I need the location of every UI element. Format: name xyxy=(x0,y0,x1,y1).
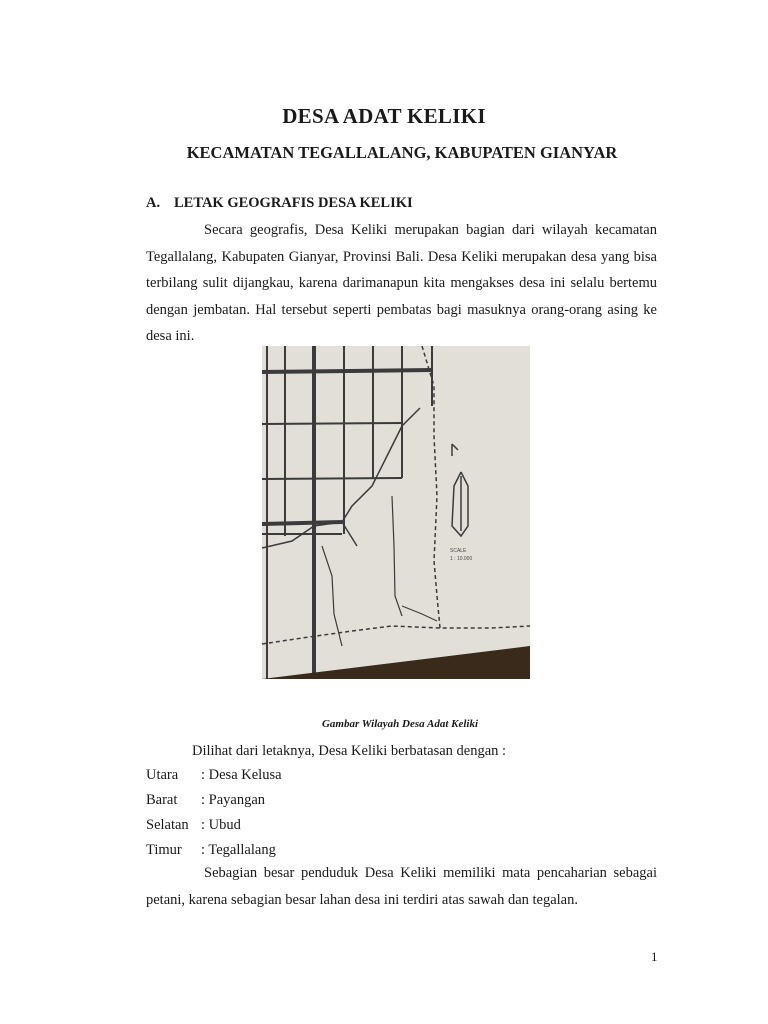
border-row-west xyxy=(146,788,282,813)
border-direction: Timur xyxy=(146,842,182,858)
border-row-south xyxy=(146,813,282,838)
map-paper-shade xyxy=(262,346,530,679)
border-direction: Selatan xyxy=(146,817,189,833)
border-value: : Ubud xyxy=(201,817,241,833)
village-map-drawing xyxy=(262,346,530,679)
map-scale-label: SCALE xyxy=(450,548,467,554)
paragraph-geography: Secara geografis, Desa Keliki merupakan bagian dari wilayah kecamatan Tegallalang, Kabupaten Gianyar, Provinsi Bali. Desa Keliki merupakan desa yang bisa terbilang sulit dijangkau, karena darimanapun kita mengakses desa ini selalu bertemu dengan jembatan. Hal tersebut seperti pembatas bagi masuknya orang-orang asing ke desa ini. xyxy=(146,222,657,344)
document-title: DESA ADAT KELIKI xyxy=(282,104,486,128)
border-value: : Desa Kelusa xyxy=(201,767,282,783)
border-value: : Payangan xyxy=(201,792,266,808)
page-number: 1 xyxy=(651,949,658,964)
document-subtitle: KECAMATAN TEGALLALANG, KABUPATEN GIANYAR xyxy=(186,143,618,162)
border-direction: Utara xyxy=(146,767,179,783)
borders-intro: Dilihat dari letaknya, Desa Keliki berbatasan dengan : xyxy=(192,743,507,759)
section-number: A. xyxy=(146,195,161,211)
borders-list xyxy=(146,763,282,863)
border-value: : Tegallalang xyxy=(201,842,276,858)
map-scale-value: 1 : 10.000 xyxy=(450,556,473,562)
border-row-north xyxy=(146,763,282,788)
figure-caption: Gambar Wilayah Desa Adat Keliki xyxy=(321,718,479,730)
village-map-photo xyxy=(262,346,530,679)
section-heading xyxy=(146,195,413,212)
paragraph-livelihood: Sebagian besar penduduk Desa Keliki memiliki mata pencaharian sebagai petani, karena sebagian besar lahan desa ini terdiri atas sawah dan tegalan. xyxy=(146,865,657,908)
border-direction: Barat xyxy=(146,792,178,808)
section-heading-text: LETAK GEOGRAFIS DESA KELIKI xyxy=(174,195,413,211)
